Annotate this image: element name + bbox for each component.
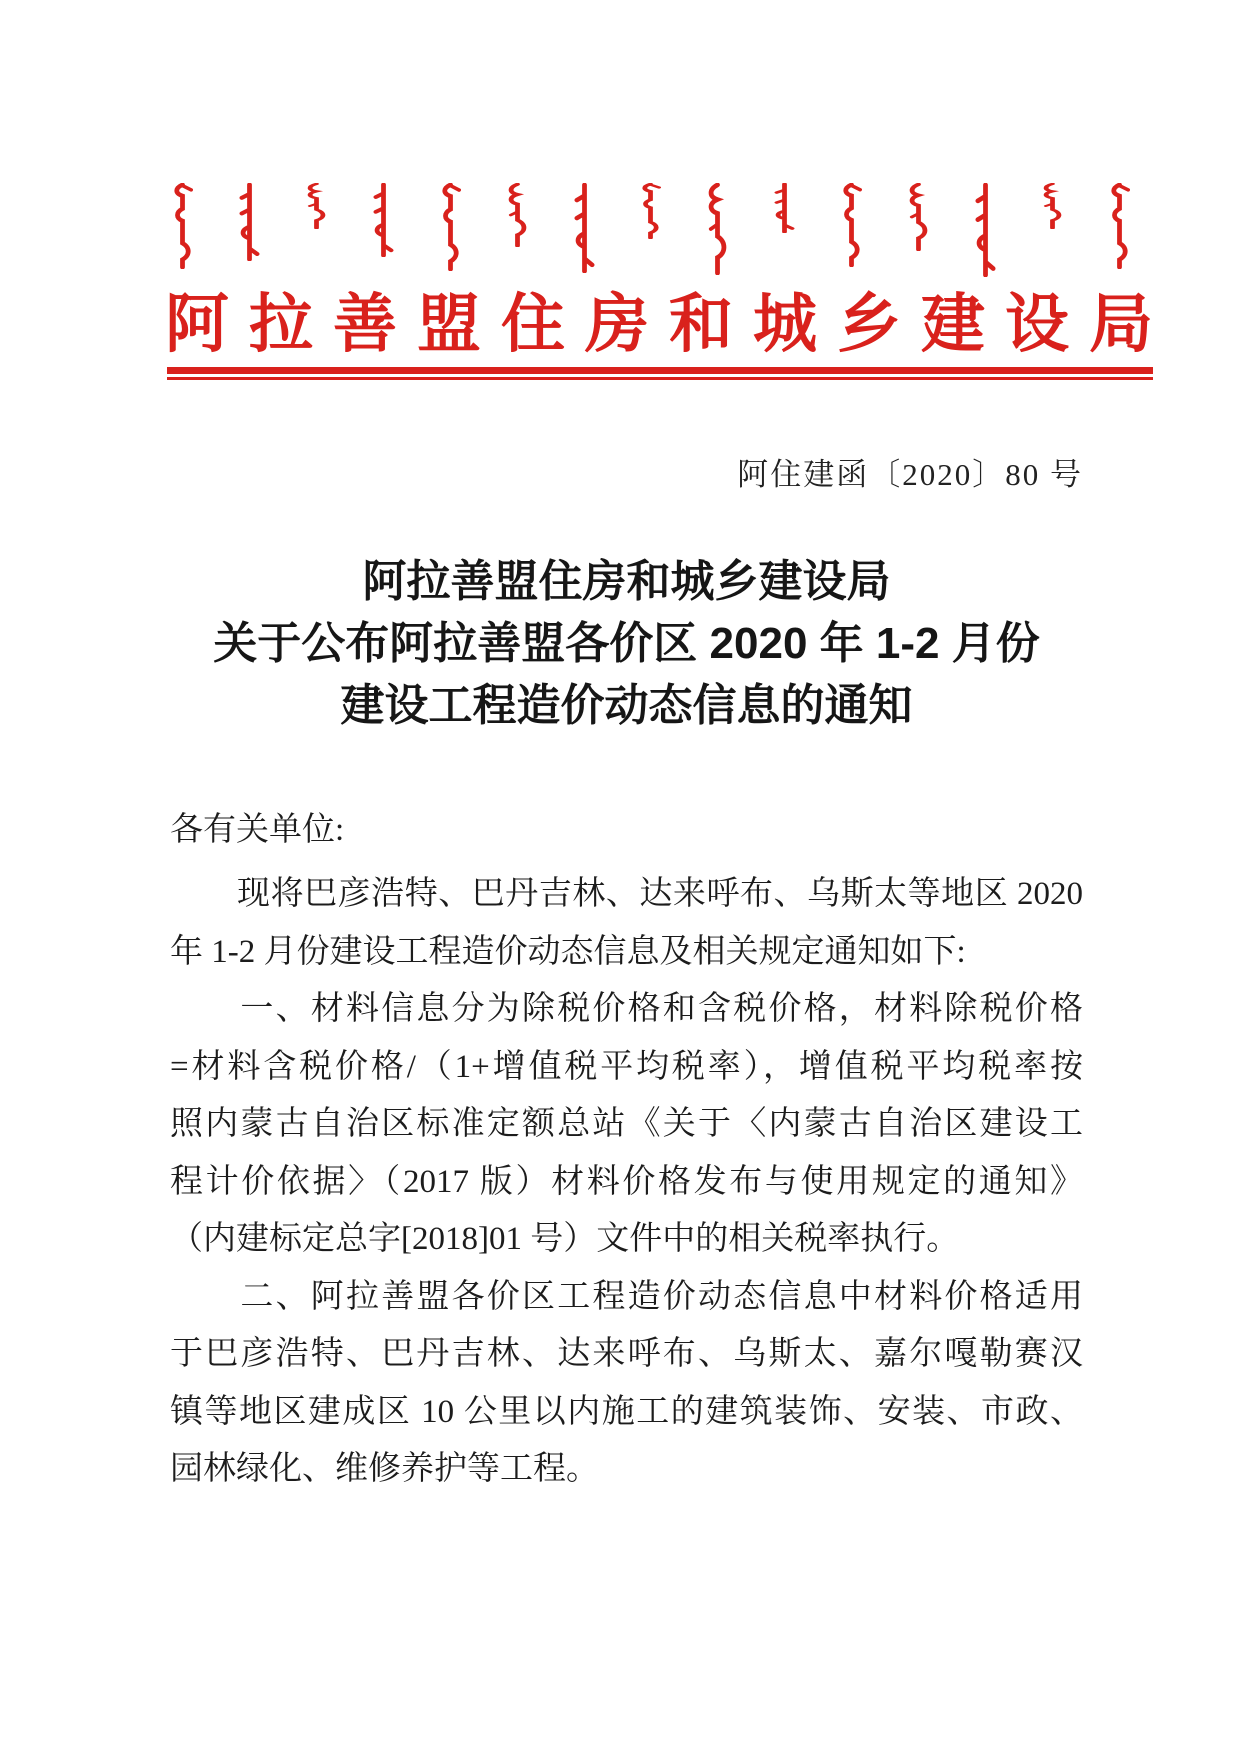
- mongolian-script-banner: [172, 183, 1130, 279]
- body-paragraphs: [170, 866, 1083, 1499]
- mongolian-glyph-icon: [440, 183, 461, 271]
- red-divider-rule: [167, 367, 1153, 380]
- mongolian-glyph-icon: [908, 183, 929, 251]
- mongolian-glyph-icon: [841, 183, 862, 267]
- document-title: [170, 551, 1083, 737]
- mongolian-glyph-icon: [239, 183, 260, 261]
- mongolian-glyph-icon: [640, 183, 661, 239]
- body-text-line: =材料含税价格/（1+增值税平均税率），增值税平均税率按: [170, 1048, 1083, 1085]
- mongolian-glyph-icon: [507, 183, 528, 247]
- mongolian-glyph-icon: [1109, 183, 1130, 269]
- body-text-line: 照内蒙古自治区标准定额总站《关于〈内蒙古自治区建设工: [170, 1106, 1083, 1142]
- mongolian-glyph-icon: [172, 183, 193, 269]
- mongolian-glyph-icon: [574, 183, 595, 273]
- body-text-line: 镇等地区建成区 10 公里以内施工的建筑装饰、安装、市政、: [170, 1393, 1083, 1430]
- title-line-3: 建设工程造价动态信息的通知: [340, 681, 913, 730]
- body-text-line: 二、阿拉善盟各价区工程造价动态信息中材料价格适用: [170, 1278, 1083, 1315]
- body-text-line: 一、材料信息分为除税价格和含税价格，材料除税价格: [170, 991, 1083, 1027]
- body-text-line: 现将巴彦浩特、巴丹吉林、达来呼布、乌斯太等地区 2020: [170, 876, 1083, 912]
- salutation: 各有关单位:: [170, 812, 345, 848]
- mongolian-glyph-icon: [774, 183, 795, 233]
- red-rule-thick-line: [167, 367, 1153, 374]
- agency-name-red-header: 阿 拉 善 盟 住 房 和 城 乡 建 设 局: [165, 289, 1153, 360]
- mongolian-glyph-icon: [975, 183, 996, 277]
- body-text-line: （内建标定总字[2018]01 号）文件中的相关税率执行。: [170, 1221, 960, 1257]
- mongolian-glyph-icon: [306, 183, 327, 229]
- mongolian-glyph-icon: [373, 183, 394, 257]
- title-line-2: 关于公布阿拉善盟各价区 2020 年 1-2 月份: [213, 619, 1040, 668]
- body-text-line: 年 1-2 月份建设工程造价动态信息及相关规定通知如下:: [170, 933, 966, 970]
- body-text-line: 园林绿化、维修养护等工程。: [170, 1451, 599, 1487]
- title-line-1: 阿拉善盟住房和城乡建设局: [362, 557, 891, 606]
- red-rule-thin-line: [167, 377, 1153, 380]
- mongolian-glyph-icon: [707, 183, 728, 275]
- mongolian-glyph-icon: [1042, 183, 1063, 229]
- document-number: 阿住建函〔2020〕80 号: [737, 457, 1083, 492]
- body-text-line: 于巴彦浩特、巴丹吉林、达来呼布、乌斯太、嘉尔嘎勒赛汉: [170, 1336, 1083, 1372]
- body-text-line: 程计价依据〉（2017 版）材料价格发布与使用规定的通知》: [170, 1163, 1083, 1200]
